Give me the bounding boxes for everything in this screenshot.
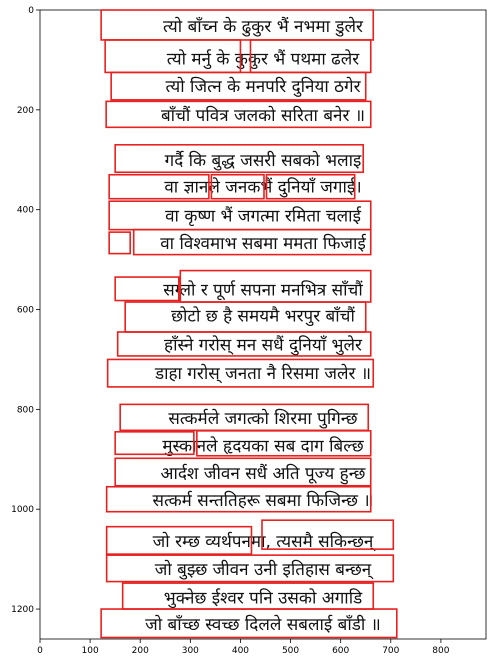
y-tick-label: 800: [16, 405, 34, 416]
poem-line: बाँचौं पवित्र जलको सरिता बनेर ॥: [160, 105, 366, 126]
poem-image-layer: [145, 16, 381, 635]
y-tick-label: 600: [16, 305, 34, 316]
x-tick-label: 500: [281, 646, 300, 656]
poem-line: वा विश्वमाभ सबमा ममता फिजाई: [160, 234, 366, 255]
poem-line: मुस्कानले हृदयका सब दाग बिल्छ: [162, 436, 364, 457]
x-tick-label: 800: [432, 646, 450, 656]
poem-line: भुक्नेछ ईश्वर पनि उसको अगाडि: [163, 588, 363, 609]
poem-line: जो रम्छ व्यर्थपनमा, त्यसमै सकिन्छन्: [152, 532, 374, 553]
x-tick-label: 100: [81, 646, 99, 656]
y-tick-label: 200: [16, 105, 34, 116]
x-tick-label: 600: [332, 646, 350, 656]
poem-line: सत्कर्म सन्ततिहरू सबमा फिजिन्छ ॥: [152, 491, 374, 512]
x-tick-label: 400: [231, 646, 250, 656]
y-tick-label: 1000: [11, 505, 34, 516]
poem-line: हाँस्ने गरोस् मन सधैं दुनियाँ भुलेर: [164, 335, 362, 356]
x-tick-label: 300: [181, 646, 199, 656]
poem-line: छोटो छ है समयमै भरपुर बाँचौं: [171, 306, 355, 327]
poem-line: सत्कर्मले जगत्को शिरमा पुगिन्छ: [168, 408, 358, 429]
x-tick-label: 700: [382, 646, 400, 656]
poem-line: आर्दश जीवन सधैं अति पूज्य हुन्छ: [160, 463, 366, 484]
poem-line: वा ज्ञानले जनकभैं दुनियाँ जगाई।: [164, 177, 362, 198]
poem-line: डाहा गरोस् जनता नै रिसमा जलेर ॥: [154, 363, 372, 384]
y-tick-label: 400: [16, 205, 34, 216]
y-tick-label: 0: [28, 6, 34, 16]
poem-line: त्यो बाँच्न के ढुकुर भैं नभमा डुलेर: [162, 16, 364, 37]
poem-line: वा कृष्ण भैं जगत्मा रमिता चलाई: [165, 206, 361, 227]
x-tick-label: 200: [131, 646, 149, 656]
poem-line: जो बुझ्छ जीवन उनी इतिहास बन्छन्: [154, 560, 372, 581]
x-tick-label: 0: [37, 646, 43, 656]
poem-line: सग्लो र पूर्ण सपना मनभित्र साँचौं: [163, 280, 363, 301]
poem-line: त्यो मर्नु के कुकुर भैं पथमा ढलेर: [166, 49, 360, 70]
poem-line: त्यो जित्न के मनपरि दुनिया ठगेर: [165, 76, 361, 97]
y-tick-label: 1200: [11, 605, 34, 616]
poem-line: गर्दै कि बुद्ध जसरी सबको भलाइ: [164, 150, 362, 171]
poem-line: जो बाँच्छ स्वच्छ दिलले सबलाई बाँडी ॥: [145, 615, 381, 636]
